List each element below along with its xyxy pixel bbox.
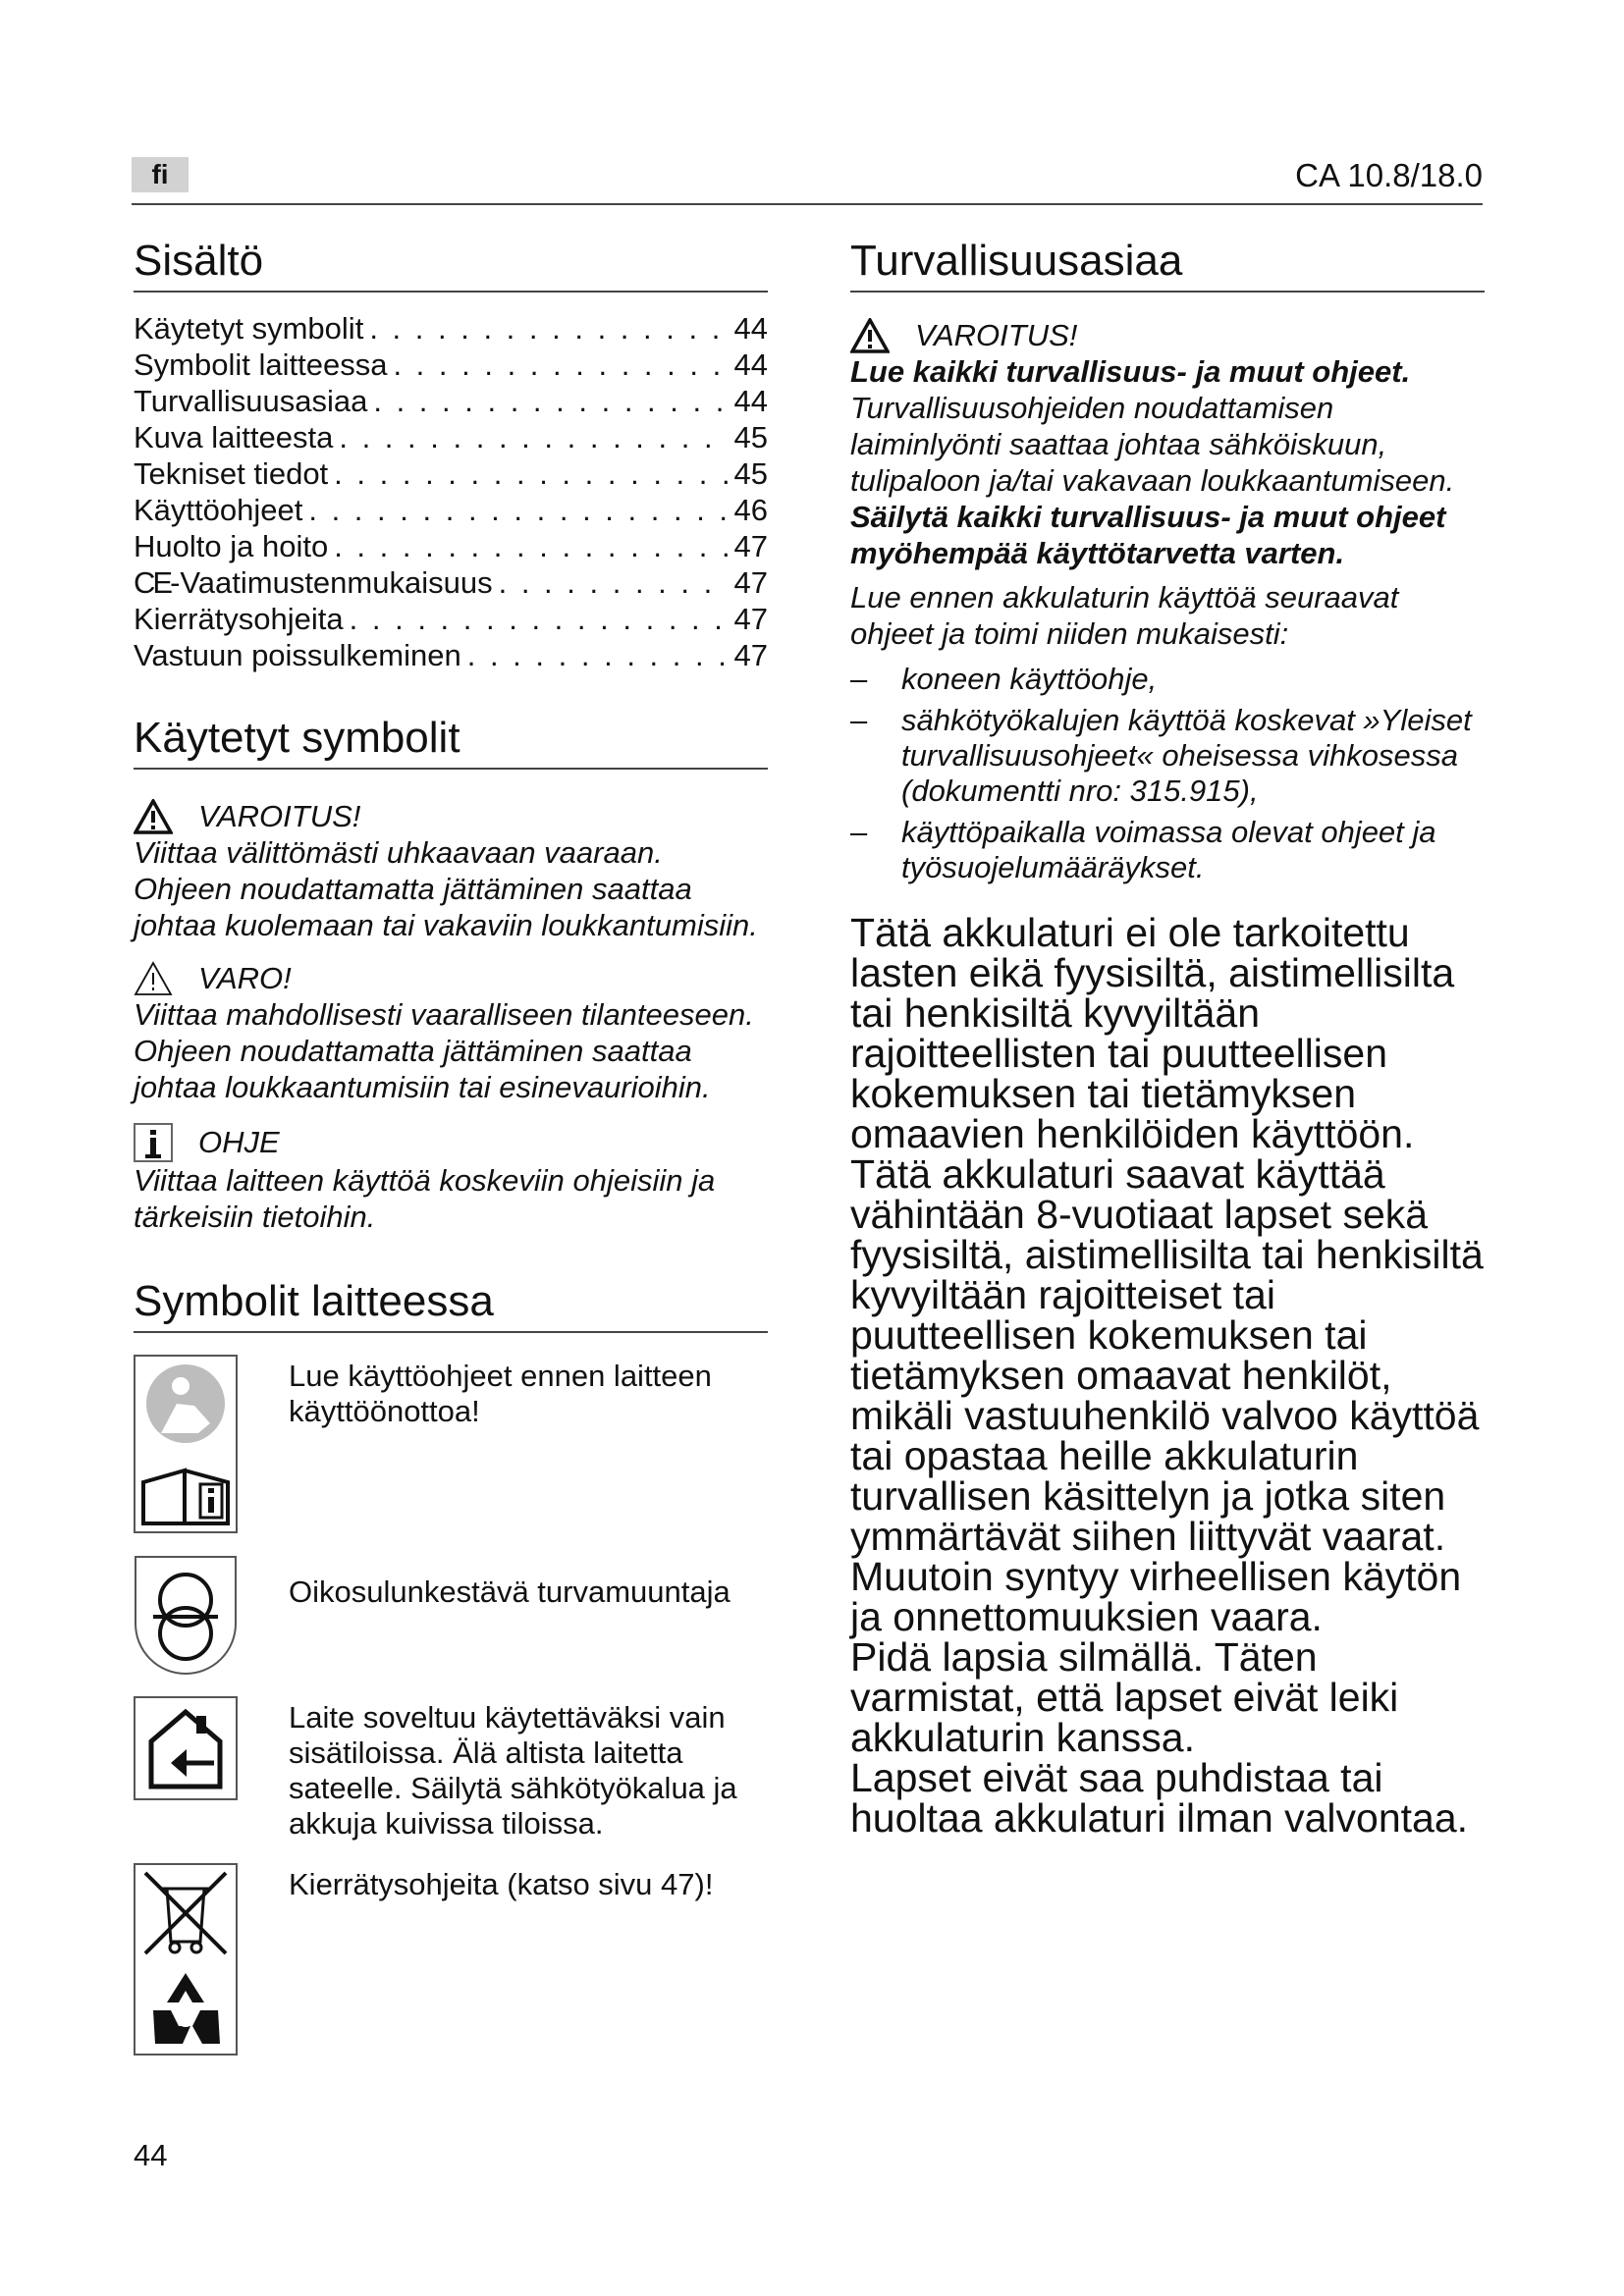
header-rule — [132, 203, 1483, 205]
list-item: – sähkötyökalujen käyttöä koskevat »Yleiset turvallisuusohjeet« oheisessa vihkosessa (dokumentti nro: 315.915), — [850, 703, 1485, 809]
device-symbol-row — [134, 1696, 768, 1842]
safety-transformer-icon — [134, 1555, 238, 1675]
toc-item[interactable]: Vastuun poissulkeminen . . . 47 — [134, 637, 768, 673]
supervise-children-paragraph: Pidä lapsia silmällä. Täten varmistat, että lapset eivät leiki akkulaturin kanssa. — [850, 1634, 1399, 1760]
symbols-used-title: Käytetyt symbolit — [134, 711, 768, 770]
left-column — [134, 234, 768, 2056]
device-symbol-row — [134, 1555, 768, 1675]
toc-item[interactable]: CE-Vaatimustenmukaisuus . . . 47 — [134, 564, 768, 601]
device-symbols-title: Symbolit laitteessa — [134, 1274, 768, 1333]
list-item: – koneen käyttöohje, — [850, 662, 1485, 697]
caution-text-2: Ohjeen noudattamatta jättäminen saattaa johtaa loukkaantumisiin tai esinevaurioihin. — [134, 1034, 711, 1104]
right-column — [850, 234, 1485, 1839]
recycling-icon — [134, 1863, 238, 2056]
read-before-text: Lue ennen akkulaturin käyttöä seuraavat ohjeet ja toimi niiden mukaisesti: — [850, 580, 1399, 651]
device-symbol-row — [134, 1863, 768, 2056]
device-symbol-text: Lue käyttöohjeet ennen laitteen käyttöönottoa! — [289, 1359, 712, 1428]
list-item: – käyttöpaikalla voimassa olevat ohjeet ja työsuojelumääräykset. — [850, 815, 1485, 885]
toc-item[interactable]: Kuva laitteesta . . . 45 — [134, 419, 768, 455]
language-badge: fi — [132, 157, 189, 192]
toc-item[interactable]: Tekniset tiedot . . . 45 — [134, 455, 768, 492]
instruction-list — [850, 662, 1485, 885]
toc-item[interactable]: Käytetyt symbolit . . . 44 — [134, 310, 768, 347]
warning-text: Viittaa välittömästi uhkaavaan vaaraan. Ohjeen noudattamatta jättäminen saattaa johtaa kuolemaan tai vakaviin loukkantumisiin. — [134, 835, 758, 942]
toc-item[interactable]: Kierrätysohjeita . . . 47 — [134, 601, 768, 637]
safety-warning-heading: VAROITUS! — [850, 318, 1485, 353]
device-symbol-text: Oikosulunkestävä turvamuuntaja — [289, 1575, 731, 1609]
cleaning-paragraph: Lapset eivät saa puhdistaa tai huoltaa akkulaturi ilman valvontaa. — [850, 1755, 1469, 1841]
page-number: 44 — [134, 2138, 168, 2172]
warning-heading: VAROITUS! — [134, 799, 768, 834]
caution-heading: VARO! — [134, 961, 768, 996]
warning-triangle-icon — [134, 799, 173, 834]
indoor-use-icon — [134, 1696, 238, 1800]
toc-item[interactable]: Turvallisuusasiaa . . . 44 — [134, 383, 768, 419]
toc-item[interactable]: Huolto ja hoito . . . 47 — [134, 528, 768, 564]
device-symbol-text: Kierrätysohjeita (katso sivu 47)! — [289, 1867, 714, 1901]
warning-triangle-icon — [850, 318, 890, 353]
ce-mark: CE — [134, 565, 171, 600]
toc-item[interactable]: Symbolit laitteessa . . . 44 — [134, 347, 768, 383]
note-text: Viittaa laitteen käyttöä koskeviin ohjeisiin ja tärkeisiin tietoihin. — [134, 1163, 716, 1234]
table-of-contents — [134, 310, 768, 673]
info-icon — [134, 1123, 173, 1162]
toc-title: Sisältö — [134, 234, 768, 293]
toc-item[interactable]: Käyttöohjeet . . . 46 — [134, 492, 768, 528]
read-manual-icon — [134, 1355, 238, 1533]
caution-triangle-icon — [134, 961, 173, 996]
device-symbol-text: Laite soveltuu käytettäväksi vain sisätiloissa. Älä altista laitetta sateelle. Säilytä sähkötyökalua ja akkuja kuivissa tiloissa. — [289, 1700, 737, 1841]
child-safety-paragraph: Tätä akkulaturi ei ole tarkoitettu lasten eikä fyysisiltä, aistimellisilta tai henkisiltä kyvyiltään rajoitteellisten tai puutteellisen kokemuksen tai tietämyksen omaavien henkilöiden käyttöön. Tätä akkulaturi saavat käyttää vähintään 8-vuotiaat lapset sekä fyysisiltä, aistimellisilta tai henkisiltä kyvyiltään rajoitteiset tai puutteellisen kokemuksen tai tietämyksen omaavat henkilöt, mikäli vastuuhenkilö valvoo käyttöä tai opastaa heille akkulaturin turvallisen käsittelyn ja jotka siten ymmärtävät siihen liittyvät vaarat. Muutoin syntyy virheellisen käytön ja onnettomuuksien vaara. — [850, 910, 1484, 1639]
model-number: CA 10.8/18.0 — [1295, 157, 1483, 193]
note-heading: OHJE — [134, 1123, 768, 1162]
caution-text-1: Viittaa mahdollisesti vaaralliseen tilanteeseen. — [134, 997, 754, 1032]
device-symbol-row — [134, 1355, 768, 1533]
safety-intro: Lue kaikki turvallisuus- ja muut ohjeet. Turvallisuusohjeiden noudattamisen laiminlyönti saattaa johtaa sähköiskuun, tulipaloon ja/tai vakavaan loukkaantumiseen. Säilytä kaikki turvallisuus- ja muut ohjeet myöhempää käyttötarvetta varten. — [850, 354, 1455, 570]
safety-title: Turvallisuusasiaa — [850, 234, 1485, 293]
